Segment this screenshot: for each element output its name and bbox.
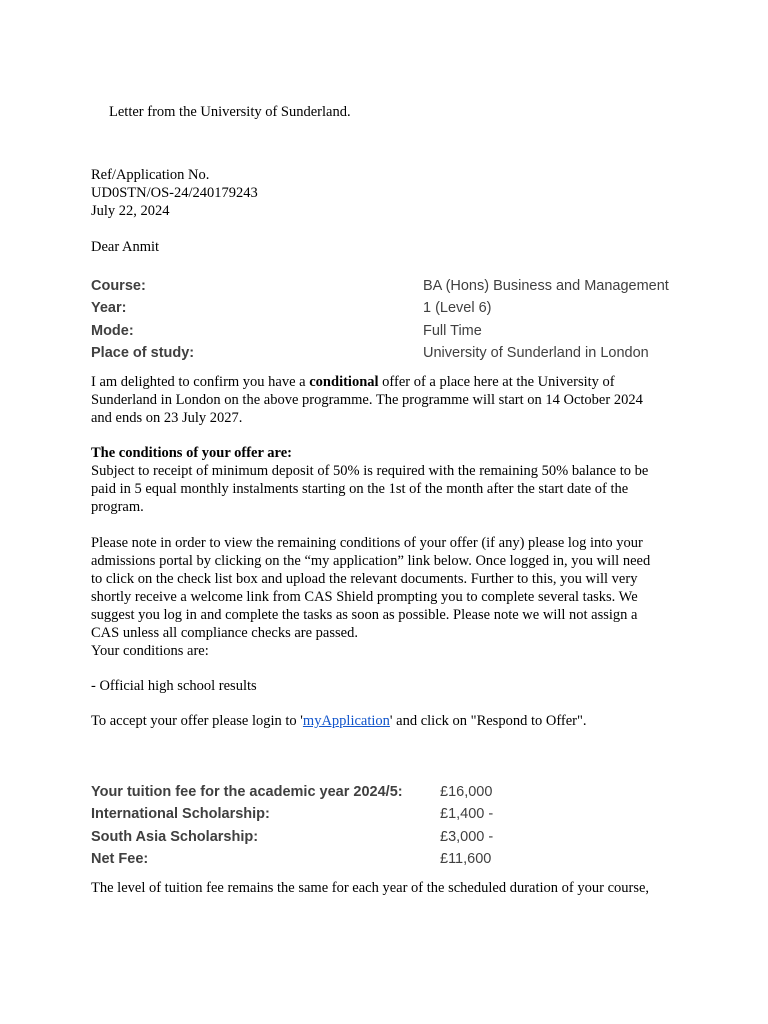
place-label: Place of study:	[91, 344, 195, 361]
tuition-fee-value: £16,000	[440, 784, 493, 800]
mode-row	[91, 320, 691, 342]
conditions-line-2: paid in 5 equal monthly instalments starting on the 1st of the month after the start date of the	[91, 481, 629, 497]
conditions-line-3: program.	[91, 499, 144, 515]
international-scholarship-row	[91, 803, 691, 825]
tuition-fee-label: Your tuition fee for the academic year 2024/5:	[91, 784, 403, 800]
year-row	[91, 297, 691, 319]
note-line-1: Please note in order to view the remaining conditions of your offer (if any) please log into your	[91, 535, 643, 551]
intro-line-2: Sunderland in London on the above programme. The programme will start on 14 October 2024	[91, 392, 643, 408]
conditions-line-1: Subject to receipt of minimum deposit of 50% is required with the remaining 50% balance to be	[91, 463, 649, 479]
place-value: University of Sunderland in London	[423, 344, 649, 361]
conditions-section	[91, 444, 681, 516]
year-label: Year:	[91, 300, 127, 317]
note-line-3: to click on the check list box and upload the relevant documents. Further to this, you will very	[91, 571, 638, 587]
net-fee-value: £11,600	[440, 850, 492, 867]
closing-line: The level of tuition fee remains the same for each year of the scheduled duration of your course,	[91, 880, 650, 896]
net-fee-row	[91, 848, 691, 870]
international-scholarship-value: £1,400 -	[440, 806, 494, 823]
south-asia-scholarship-row	[91, 826, 691, 848]
ref-label: Ref/Application No.	[91, 167, 210, 183]
myapplication-link[interactable]: myApplication	[302, 713, 390, 729]
intro-line-3: and ends on 23 July 2027.	[91, 410, 243, 426]
intro-line-1	[91, 373, 681, 391]
condition-item: - Official high school results	[91, 678, 257, 694]
note-paragraph	[91, 534, 681, 660]
international-scholarship-label: International Scholarship:	[91, 806, 270, 823]
net-fee-label: Net Fee:	[91, 850, 149, 867]
note-line-2: admissions portal by clicking on the “my application” link below. Once logged in, you will need	[91, 553, 651, 569]
salutation: Dear Anmit	[91, 239, 160, 255]
year-value: 1 (Level 6)	[423, 300, 492, 317]
accept-instruction	[91, 712, 681, 730]
intro-text-pre: I am delighted to confirm you have a	[91, 374, 310, 390]
south-asia-scholarship-value: £3,000 -	[440, 828, 494, 845]
tuition-fee-row	[91, 781, 691, 803]
course-value: BA (Hons) Business and Management	[423, 278, 669, 294]
ref-number: UD0STN/OS-24/240179243	[91, 185, 258, 201]
south-asia-scholarship-label: South Asia Scholarship:	[91, 828, 259, 845]
note-line-4: shortly receive a welcome link from CAS Shield prompting you to complete several tasks. We	[91, 589, 638, 605]
note-line-7: Your conditions are:	[91, 643, 209, 659]
course-label: Course:	[91, 278, 146, 294]
letter-date: July 22, 2024	[91, 203, 170, 219]
mode-value: Full Time	[423, 322, 482, 339]
fee-table	[91, 781, 691, 870]
letter-heading: Letter from the University of Sunderland.	[109, 104, 351, 120]
intro-paragraph	[91, 373, 681, 427]
accept-text-post: ' and click on "Respond to Offer".	[389, 713, 587, 729]
conditions-heading-text: The conditions of your offer are:	[91, 445, 292, 461]
conditions-heading	[91, 444, 681, 462]
course-row	[91, 275, 691, 297]
place-row	[91, 342, 691, 364]
note-line-6: CAS unless all compliance checks are passed.	[91, 625, 358, 641]
accept-text-pre: To accept your offer please login to '	[91, 713, 303, 729]
intro-text-post: offer of a place here at the University of	[378, 374, 615, 390]
course-details-table	[91, 275, 691, 364]
mode-label: Mode:	[91, 322, 134, 339]
note-line-5: suggest you log in and complete the tasks as soon as possible. Please note we will not assign a	[91, 607, 638, 623]
conditional-word: conditional	[309, 374, 379, 390]
